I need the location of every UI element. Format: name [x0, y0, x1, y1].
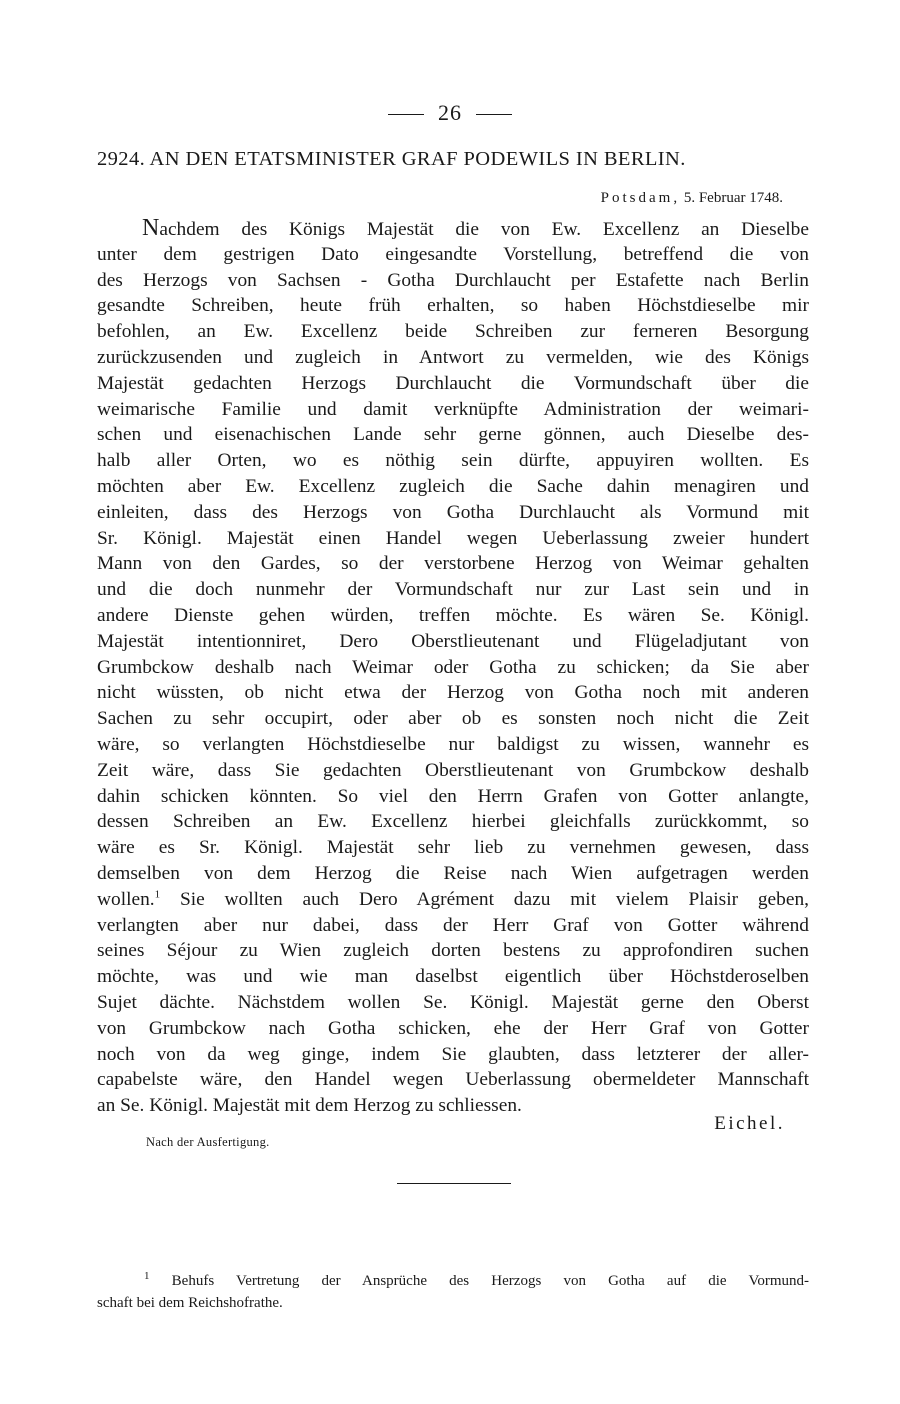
source-note: Nach der Ausfertigung. [146, 1135, 270, 1149]
footnote-divider [397, 1183, 511, 1184]
body-line: verlangten aber nur dabei, dass der Herr Graf von Gotter während [97, 914, 809, 936]
body-line: Grumbckow deshalb nach Weimar oder Gotha zu schicken; da Sie aber [97, 656, 809, 678]
body-line: noch von da weg ginge, indem Sie glaubten, dass letzterer der aller- [97, 1043, 809, 1065]
footnote-line: schaft bei dem Reichshofrathe. [97, 1295, 283, 1311]
footnote-reference: 1 [154, 888, 161, 901]
dateline [0, 190, 783, 207]
body-line: befohlen, an Ew. Excellenz beide Schreiben zur ferneren Besorgung [97, 321, 809, 343]
initial-letter: N [142, 215, 160, 241]
body-line: zurückzusenden und zugleich in Antwort zu vermelden, wie des Königs [97, 346, 809, 368]
body-line: nicht wüssten, ob nicht etwa der Herzog von Gotha noch mit anderen [97, 682, 809, 704]
body-line: an Se. Königl. Majestät mit dem Herzog zu schliessen. [97, 1095, 522, 1117]
body-line: Zeit wäre, dass Sie gedachten Oberstlieutenant von Grumbckow deshalb [97, 759, 809, 781]
body-line: möchte, was und wie man daselbst eigentlich über Höchstderoselben [97, 966, 809, 988]
body-line: des Herzogs von Sachsen - Gotha Durchlaucht per Estafette nach Berlin [97, 269, 809, 291]
body-line: Nachdem des Königs Majestät die von Ew. Excellenz an Dieselbe [142, 215, 809, 241]
dateline-place: Potsdam, [600, 190, 681, 206]
body-line: dahin schicken könnten. So viel den Herrn Grafen von Gotter anlangte, [97, 785, 809, 807]
body-line: Sachen zu sehr occupirt, oder aber ob es sonsten noch nicht die Zeit [97, 708, 809, 730]
body-line-lead: wollen. [97, 888, 155, 910]
body-line: demselben von dem Herzog die Reise nach Wien aufgetragen werden [97, 862, 809, 884]
body-line: wäre, so verlangten Höchstdieselbe nur baldigst zu wissen, wannehr es [97, 733, 809, 755]
body-line: möchten aber Ew. Excellenz zugleich die Sache dahin menagiren und [97, 475, 809, 497]
body-line: capabelste wäre, den Handel wegen Ueberlassung obermeldeter Mannschaft [97, 1069, 809, 1091]
body-line: seines Séjour zu Wien zugleich dorten bestens zu approfondiren suchen [97, 940, 809, 962]
signature: Eichel. [714, 1113, 785, 1134]
body-line: Mann von den Gardes, so der verstorbene Herzog von Weimar gehalten [97, 553, 809, 575]
body-line: wäre es Sr. Königl. Majestät sehr lieb zu vernehmen gewesen, dass [97, 837, 809, 859]
body-line: weimarische Familie und damit verknüpfte Administration der weimari- [97, 398, 809, 420]
body-line: Sr. Königl. Majestät einen Handel wegen Ueberlassung zweier hundert [97, 527, 809, 549]
page-number [0, 100, 900, 126]
dateline-date: 5. Februar 1748. [683, 190, 783, 206]
body-line: und die doch nunmehr der Vormundschaft nur zur Last sein und in [97, 579, 809, 601]
body-line: von Grumbckow nach Gotha schicken, ehe der Herr Graf von Gotter [97, 1017, 809, 1039]
body-line: wollen.$^1$ Sie wollten auch Dero Agrément dazu mit vielem Plaisir geben, [97, 888, 809, 910]
body-line: Majestät intentionniret, Dero Oberstlieutenant und Flügeladjutant von [97, 630, 809, 652]
page-number-dash-left [388, 114, 424, 115]
letter-heading: 2924. AN DEN ETATSMINISTER GRAF PODEWILS IN BERLIN. [97, 148, 686, 170]
body-line: schen und eisenachischen Lande sehr gerne gönnen, auch Dieselbe des- [97, 424, 809, 446]
body-line: unter dem gestrigen Dato eingesandte Vorstellung, betreffend die von [97, 243, 809, 265]
body-line: Sujet dächte. Nächstdem wollen Se. Königl. Majestät gerne den Oberst [97, 991, 809, 1013]
body-line: andere Dienste gehen würden, treffen möchte. Es wären Se. Königl. [97, 604, 809, 626]
page-number-value: 26 [438, 100, 462, 125]
body-line: einleiten, dass des Herzogs von Gotha Durchlaucht als Vormund mit [97, 501, 809, 523]
footnote-mark: 1 [144, 1270, 150, 1282]
footnote-line: $^1$ Behufs Vertretung der Ansprüche des Herzogs von Gotha auf die Vormund- [144, 1270, 810, 1289]
body-line: Majestät gedachten Herzogs Durchlaucht die Vormundschaft über die [97, 372, 809, 394]
letter-body [97, 216, 809, 1119]
body-line: gesandte Schreiben, heute früh erhalten, so haben Höchstdieselbe mir [97, 295, 809, 317]
body-line: halb aller Orten, wo es nöthig sein dürfte, appuyiren wollten. Es [97, 450, 809, 472]
body-line: dessen Schreiben an Ew. Excellenz hierbei gleichfalls zurückkommt, so [97, 811, 809, 833]
footnote [97, 1270, 809, 1314]
page-number-dash-right [476, 114, 512, 115]
